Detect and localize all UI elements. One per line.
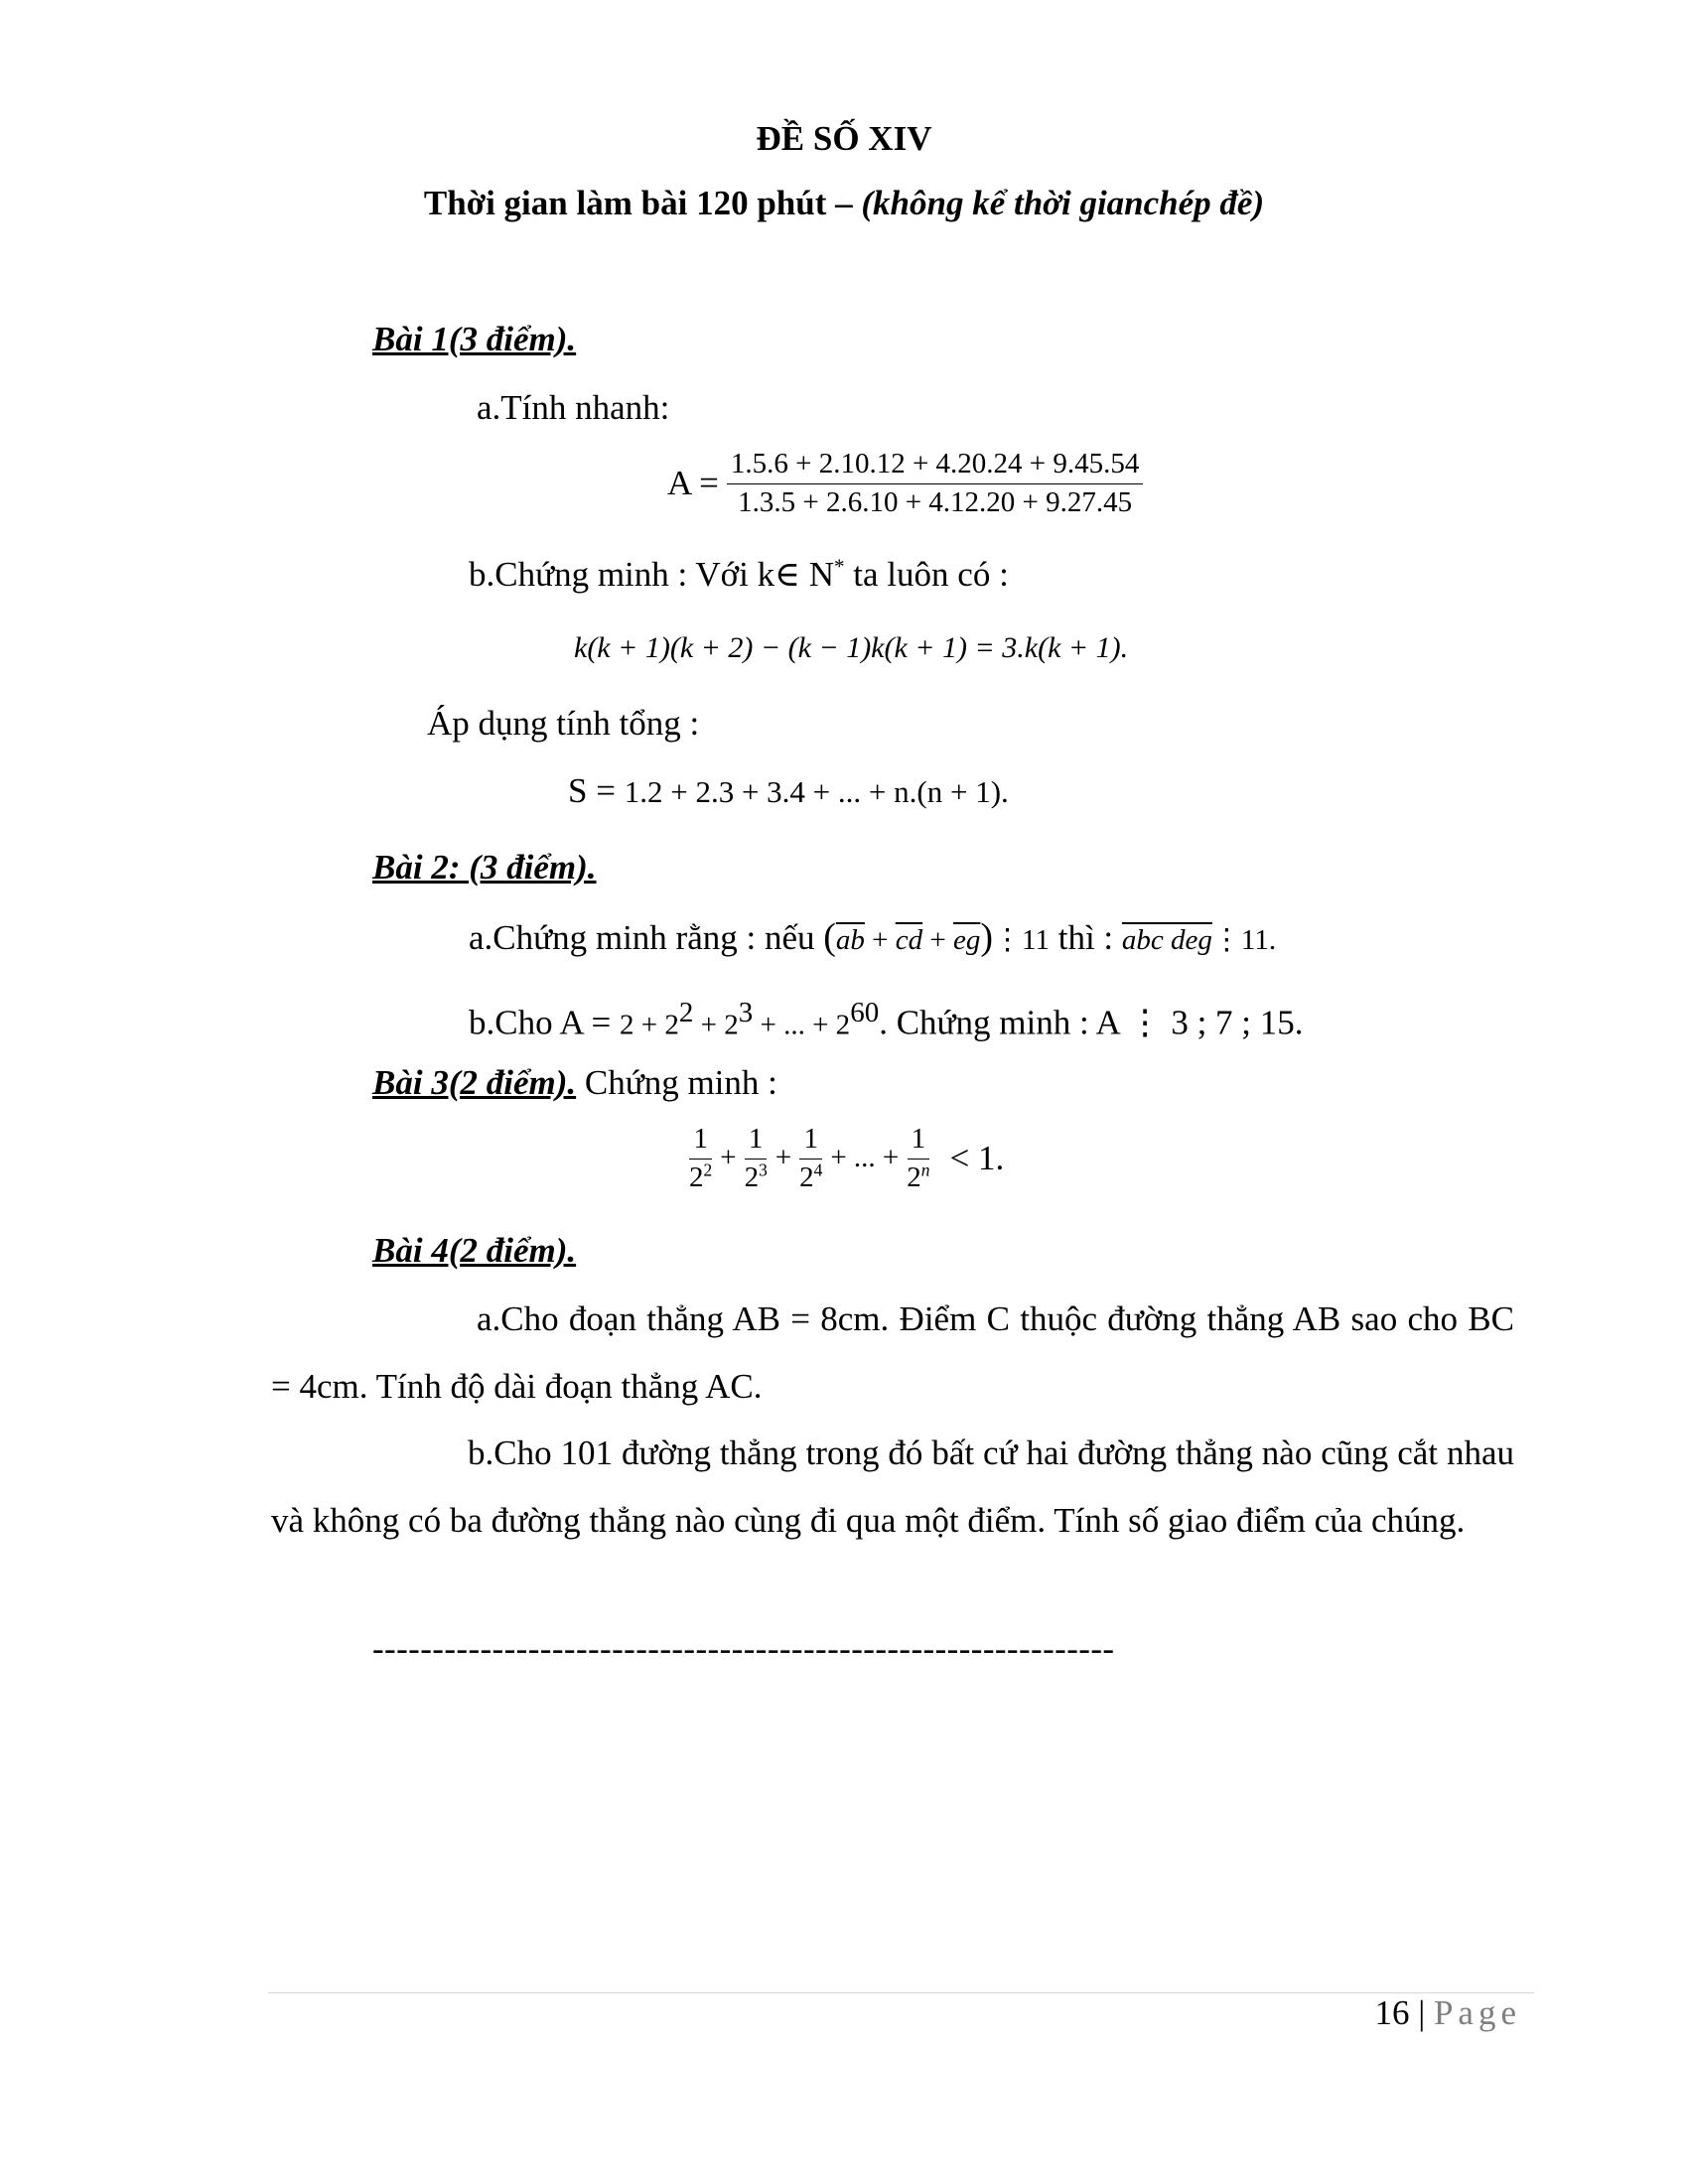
overline-ab: $\overline{ab}$ xyxy=(835,924,865,956)
bai1-part-b-tail: ta luôn có : xyxy=(844,555,1009,594)
divisible-11: ⋮11 xyxy=(993,924,1050,956)
bai2-dots: + ... + 2 xyxy=(753,1009,851,1041)
bai1-identity: k(k + 1)(k + 2) − (k − 1)k(k + 1) = 3.k(k + 1). xyxy=(574,631,1129,664)
bai2-exp2: 2 xyxy=(678,997,694,1028)
bai2-heading: Bài 2: (3 điểm). xyxy=(372,848,597,887)
fraction-1-over-2-4: $\frac{1}{2^4}$ xyxy=(799,1123,823,1193)
page-subtitle xyxy=(0,184,1688,223)
footer-divider xyxy=(268,1992,1534,1993)
bai2-then: thì : xyxy=(1049,918,1122,957)
bai2-part-a-prefix: a.Chứng minh rằng : nếu xyxy=(469,918,824,957)
bai1-sum xyxy=(568,770,1009,812)
subtitle-main: Thời gian làm bài 120 phút – xyxy=(423,184,862,222)
bai1-heading: Bài 1(3 điểm). xyxy=(372,320,577,358)
bai1-apply-label: Áp dụng tính tổng : xyxy=(427,704,700,743)
bai1-fraction-A xyxy=(667,449,1143,519)
bai3-line xyxy=(372,1062,777,1104)
separator-dashes: -------------------------------------------------------------- xyxy=(372,1629,1115,1668)
fraction-denominator: 1.3.5 + 2.6.10 + 4.12.20 + 9.27.45 xyxy=(738,485,1133,518)
bai3-less-than: < 1. xyxy=(949,1139,1005,1178)
overline-eg: $\overline{eg}$ xyxy=(953,924,981,956)
page-separator: | xyxy=(1409,1993,1434,2032)
bai1-part-b xyxy=(469,554,1009,596)
bai2-part-b-suffix: . Chứng minh : A ⋮ 3 ; 7 ; 15. xyxy=(879,1003,1304,1042)
bai2-part-b-prefix: b.Cho A = xyxy=(469,1003,620,1042)
bai1-part-b-sup: * xyxy=(834,554,845,579)
bai1-sum-lhs: S = xyxy=(568,771,625,810)
subtitle-note: (không kể thời gianchép đề) xyxy=(861,184,1265,222)
page-number: 16 xyxy=(1374,1993,1410,2032)
bai2-expr-start: 2 + 2 xyxy=(620,1009,679,1041)
page-word: Page xyxy=(1433,1993,1521,2032)
fraction-1-over-2-2: $\frac{1}{2^2}$ xyxy=(689,1123,713,1193)
fraction-1-over-2-3: $\frac{1}{2^3}$ xyxy=(744,1123,768,1193)
fraction-numerator: 1.5.6 + 2.10.12 + 4.20.24 + 9.45.54 xyxy=(727,449,1144,484)
bai3-inequality: $\frac{1}{2^2}$ + $\frac{1}{2^3}$ + $\frac{1}{2^4}$ + ... + $\frac{1}{2^n}$ < 1. xyxy=(685,1124,1004,1194)
page-footer xyxy=(1374,1993,1521,2033)
bai2-part-a: a.Chứng minh rằng : nếu ($\overline{ab} + \overline{cd}$ + $\overline{eg})⋮11$ thì : abc deg⋮11. xyxy=(469,916,1277,958)
bai1-a-lhs: A = xyxy=(667,464,719,503)
bai3-heading: Bài 3(2 điểm). xyxy=(372,1063,577,1102)
bai3-tail: Chứng minh : xyxy=(576,1063,777,1102)
bai2-exp60: 60 xyxy=(850,997,880,1028)
overline-abcdeg: abc deg xyxy=(1121,924,1212,956)
bai2-part-b xyxy=(469,998,1304,1044)
page-title: ĐỀ SỐ XIV xyxy=(756,119,932,158)
fraction-1-over-2-n: $\frac{1}{2^n}$ xyxy=(907,1123,930,1193)
bai4-part-a: a.Cho đoạn thẳng AB = 8cm. Điểm C thuộc đường thẳng AB sao cho BC = 4cm. Tính độ dài đoạn thẳng AC. xyxy=(271,1299,1514,1406)
fraction xyxy=(727,449,1144,519)
bai4-heading: Bài 4(2 điểm). xyxy=(372,1231,577,1270)
bai1-sum-expr: 1.2 + 2.3 + 3.4 + ... + n.(n + 1). xyxy=(624,774,1009,809)
bai1-part-b-text: b.Chứng minh : Với k∈ N xyxy=(469,555,835,594)
overline-cd: $\overline{cd}$ xyxy=(895,924,923,956)
divisible-11-end: ⋮11. xyxy=(1211,924,1277,956)
bai1-part-a-label: a.Tính nhanh: xyxy=(477,388,670,427)
bai4-part-b: b.Cho 101 đường thẳng trong đó bất cứ hai đường thẳng nào cũng cắt nhau và không có ba đường thẳng nào cùng đi qua một điểm. Tính số giao điểm của chúng. xyxy=(271,1433,1514,1540)
bai2-exp3: 3 xyxy=(738,997,754,1028)
bai2-plus: + 2 xyxy=(693,1009,739,1041)
